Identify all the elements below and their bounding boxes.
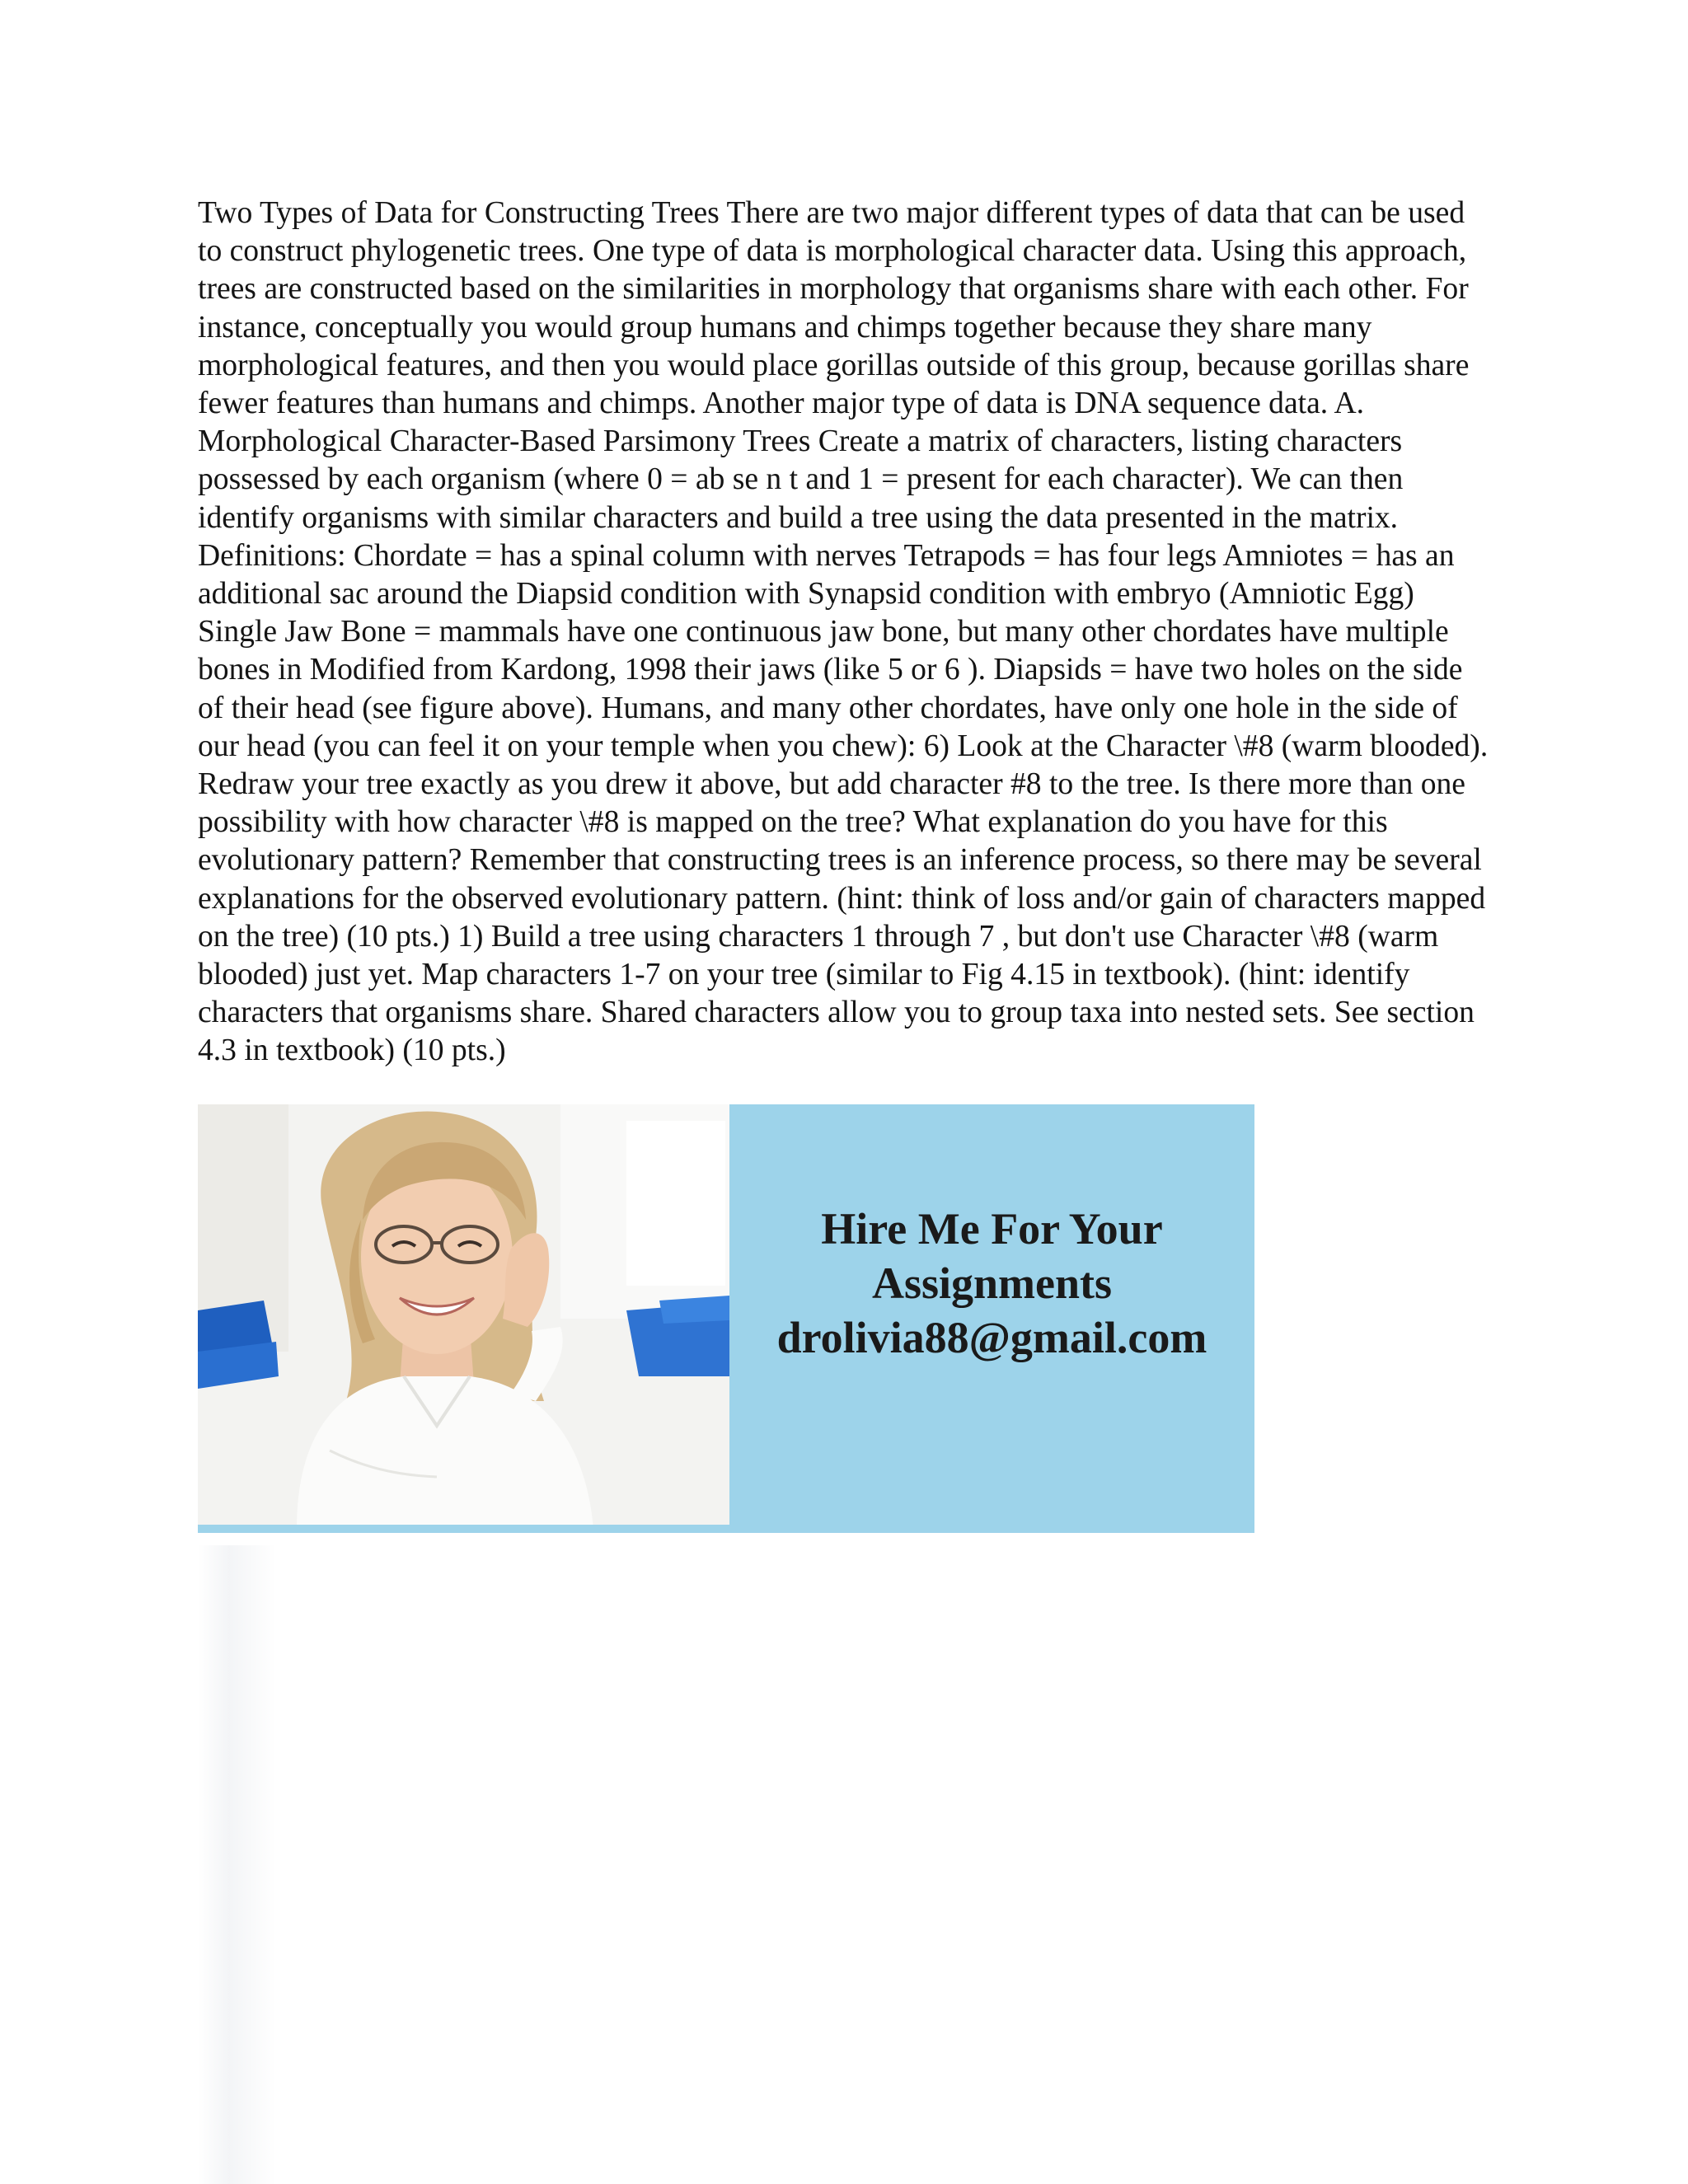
document-body-text: Two Types of Data for Constructing Trees There are two major different types of data that can be used to construct phylogenetic trees. One type of data is morphological character data. Using this approach, trees are constructed based on the similarities in morphology that organisms share with each other. For instance, conceptually you would group humans and chimps together because they share many morphological features, and then you would place gorillas outside of this group, because gorillas share fewer features than humans and chimps. Another major type of data is DNA sequence data. A. Morphological Character-Based Parsimony Trees Create a matrix of characters, listing characters possessed by each organism (where 0 = ab se n t and 1 = present for each character). We can then identify organisms with similar characters and build a tree using the data presented in the matrix. Definitions: Chordate = has a spinal column with nerves Tetrapods = has four legs Amniotes = has an additional sac around the Diapsid condition with Synapsid condition with embryo (Amniotic Egg) Single Jaw Bone = mammals have one continuous jaw bone, but many other chordates have multiple bones in Modified from Kardong, 1998 their jaws (like 5 or 6 ). Diapsids = have two holes on the side of their head (see figure above). Humans, and many other chordates, have only one hole in the side of our head (you can feel it on your temple when you chew): 6) Look at the Character \#8 (warm blooded). Redraw your tree exactly as you drew it above, but add character #8 to the tree. Is there more than one possibility with how character \#8 is mapped on the tree? What explanation do you have for this evolutionary pattern? Remember that constructing trees is an inference process, so there may be several explanations for the observed evolutionary pattern. (hint: think of loss and/or gain of characters mapped on the tree) (10 pts.) 1) Build a tree using characters 1 through 7 , but don't use Character \#8 (warm blooded) just yet. Map characters 1-7 on your tree (similar to Fig 4.15 in textbook). (hint: identify characters that organisms share. Shared characters allow you to group taxa into nested sets. See section 4.3 in textbook) (10 pts.) <box>198 196 1489 1068</box>
ad-bottom-border <box>198 1525 1254 1533</box>
ad-text-block <box>729 1202 1254 1365</box>
scan-shadow <box>198 1545 276 2184</box>
ad-banner[interactable] <box>198 1104 1254 1533</box>
ad-headline-line2: Assignments <box>871 1258 1113 1308</box>
ad-email[interactable]: drolivia88@gmail.com <box>776 1313 1207 1362</box>
ad-headline-line1: Hire Me For Your <box>821 1204 1163 1254</box>
woman-photo <box>198 1104 729 1529</box>
smiling-woman-illustration <box>198 1104 729 1529</box>
